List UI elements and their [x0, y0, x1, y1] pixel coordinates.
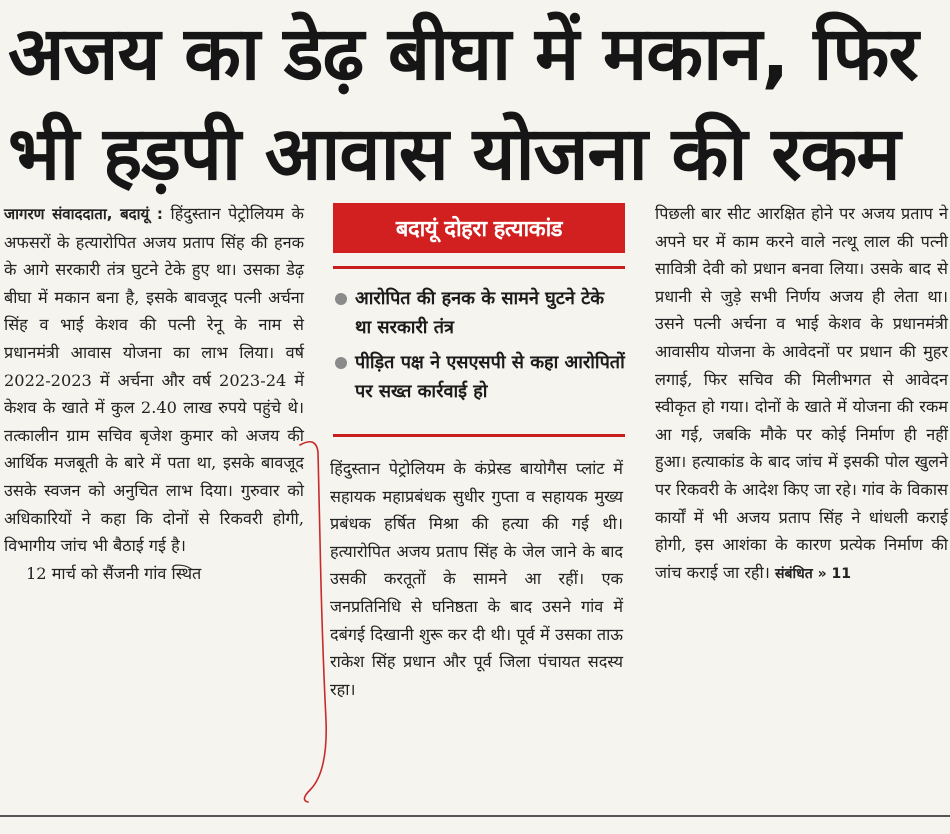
column-1-text-1: हिंदुस्तान पेट्रोलियम के अफसरों के हत्यारोपित अजय प्रताप सिंह की हनक के आगे सरकारी तंत्र घुटने टेके हुए था। उसका डेढ़ बीघा में मकान बना है, इसके बावजूद पत्नी अर्चना सिंह व भाई केशव की पत्नी रेनू के नाम से प्रधानमंत्री आवास योजना का लाभ लिया। वर्ष 2022-2023 में अर्चना और वर्ष 2023-24 में केशव के खाते में कुल 2.40 लाख रुपये पहुंचे थे। तत्कालीन ग्राम सचिव बृजेश कुमार को अजय की आर्थिक मजबूती के बारे में पता था, इसके बावजूद उसके स्वजन को अनुचित लाभ दिया। गुरुवार को अधिकारियों ने कहा कि दोनों से रिकवरी होगी, विभागीय जांच भी बैठाई गई है।: [4, 204, 304, 556]
column-1-paragraph-2: 12 मार्च को सैंजनी गांव स्थित: [26, 563, 202, 583]
column-3-paragraph-1: [655, 200, 948, 588]
column-2-paragraph-1: हिंदुस्तान पेट्रोलियम के कंप्रेस्ड बायोगैस प्लांट में सहायक महाप्रबंधक सुधीर गुप्ता व सहायक मुख्य प्रबंधक हर्षित मिश्रा की हत्या की गई थी। हत्यारोपित अजय प्रताप सिंह के जेल जाने के बाद उसकी करतूतों के सामने आ रहीं। एक जनप्रतिनिधि से घनिष्ठता के बाद उसने गांव में दबंगई दिखानी शुरू कर दी थी। पूर्व में उसका ताऊ राकेश सिंह प्रधान और पूर्व जिला पंचायत सदस्य रहा।: [330, 459, 623, 699]
column-1-paragraph-1: [4, 200, 304, 560]
highlight-item: [333, 348, 625, 406]
bullet-dot-icon: [335, 357, 347, 369]
highlight-item: [333, 284, 625, 342]
column-3-text-1: पिछली बार सीट आरक्षित होने पर अजय प्रताप ने अपने घर में काम करने वाले नत्थू लाल की पत्नी सावित्री देवी को प्रधान बनवा लिया। उसके बाद से प्रधानी से जुड़े सभी निर्णय अजय ही लेता था। उसने पत्नी अर्चना व भाई केशव के प्रधानमंत्री आवासीय योजना के आवेदनों पर प्रधान की मुहर लगाई, फिर सचिव की मिलीभगत से आवेदन स्वीकृत हो गया। दोनों के खाते में योजना की रकम आ गई, जबकि मौके पर कोई निर्माण ही नहीं हुआ। हत्याकांड के बाद जांच में इसकी पोल खुलने पर रिकवरी के आदेश किए जा रहे। गांव के विकास कार्यों में भी अजय प्रताप सिंह ने धांधली कराई होगी, इस आशंका के कारण प्रत्येक निर्माण की जांच कराई जा रही।: [655, 204, 948, 582]
byline: जागरण संवाददाता, बदायूं :: [4, 205, 163, 223]
related-reference: संबंधित » 11: [775, 565, 851, 582]
section-badge: बदायूं दोहरा हत्याकांड: [333, 203, 625, 253]
bullet-dot-icon: [335, 293, 347, 305]
article-column-2: [330, 455, 623, 703]
headline: [8, 4, 943, 204]
highlights-box: [333, 284, 625, 412]
article-column-3: [655, 200, 948, 588]
article-column-1: [4, 200, 304, 587]
headline-line-2: भी हड़पी आवास योजना की रकम: [8, 111, 900, 197]
headline-line-1: अजय का डेढ़ बीघा में मकान, फिर: [8, 11, 918, 97]
badge-divider-top: [333, 266, 625, 269]
highlight-text-1: आरोपित की हनक के सामने घुटने टेके था सरकारी तंत्र: [355, 288, 605, 338]
highlight-text-2: पीड़ित पक्ष ने एसएसपी से कहा आरोपितों पर सख्त कार्रवाई हो: [355, 352, 625, 402]
bottom-rule: [0, 815, 950, 817]
highlights-divider-bottom: [333, 434, 625, 437]
